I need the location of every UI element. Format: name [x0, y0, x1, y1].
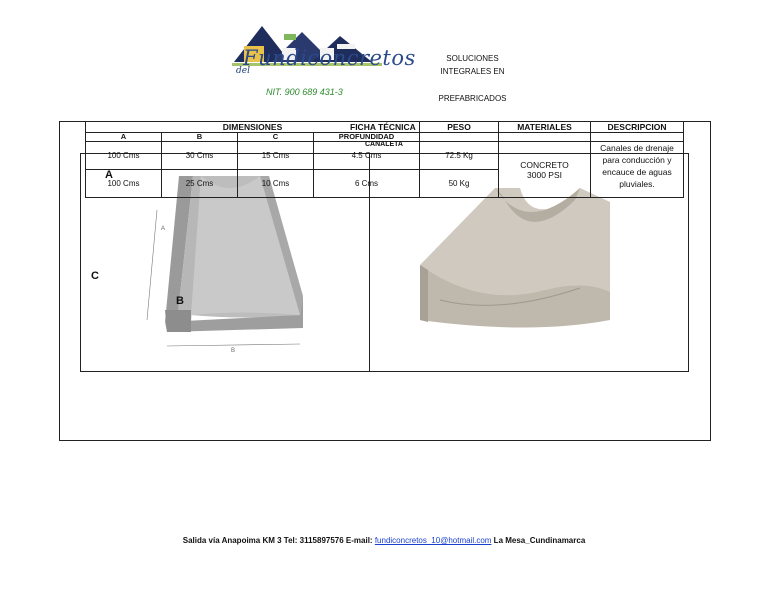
col-peso: PESO: [420, 122, 499, 133]
cell-peso: 72.5 Kg: [420, 142, 499, 170]
footer-address: Salida vía Anapoima KM 3 Tel: 3115897576 E-mail:: [182, 536, 375, 545]
label-b: B: [176, 295, 184, 307]
sub-a: A: [86, 133, 162, 142]
cell-b: 25 Cms: [162, 170, 238, 198]
logo-sub: del: [236, 66, 250, 76]
company-tagline: SOLUCIONES INTEGRALES EN: [440, 54, 505, 76]
company-tagline-2: PREFABRICADOS: [438, 94, 507, 103]
cell-b: 30 Cms: [162, 142, 238, 170]
svg-text:B: B: [231, 348, 236, 354]
cell-material: CONCRETO 3000 PSI: [499, 142, 591, 198]
logo-wordmark: Fundiconcretos: [243, 46, 416, 70]
col-dimensiones: DIMENSIONES: [86, 122, 420, 133]
cell-peso: 50 Kg: [420, 170, 499, 198]
sub-b: B: [162, 133, 238, 142]
col-descripcion: DESCRIPCION: [591, 122, 684, 133]
label-a: A: [105, 169, 113, 181]
nit-number: NIT. 900 689 431-3: [266, 87, 343, 97]
cell-c: 10 Cms: [238, 170, 314, 198]
canaleta-drawing: [135, 170, 315, 360]
sub-profundidad: PROFUNDIDAD: [314, 133, 420, 142]
cell-a: 100 Cms: [86, 142, 162, 170]
sub-c: C: [238, 133, 314, 142]
ficha-title: FICHA TÉCNICA: [350, 122, 416, 132]
product-name: CANALETA: [365, 141, 403, 148]
cell-description: Canales de drenaje para conducción y encauce de aguas pluviales.: [591, 142, 684, 198]
spec-table: [85, 121, 684, 198]
canaleta-photo: [410, 180, 615, 330]
col-materiales: MATERIALES: [499, 122, 591, 133]
cell-a: 100 Cms: [86, 170, 162, 198]
label-c: C: [91, 270, 99, 282]
footer-contact: [0, 536, 768, 545]
svg-text:A: A: [161, 226, 166, 232]
footer-city: La Mesa_Cundinamarca: [491, 536, 586, 545]
cell-profundidad: 4.5 Cms: [314, 142, 420, 170]
cell-profundidad: 6 Cms: [314, 170, 420, 198]
cell-c: 15 Cms: [238, 142, 314, 170]
email-link[interactable]: fundiconcretos_10@hotmail.com: [374, 536, 492, 545]
